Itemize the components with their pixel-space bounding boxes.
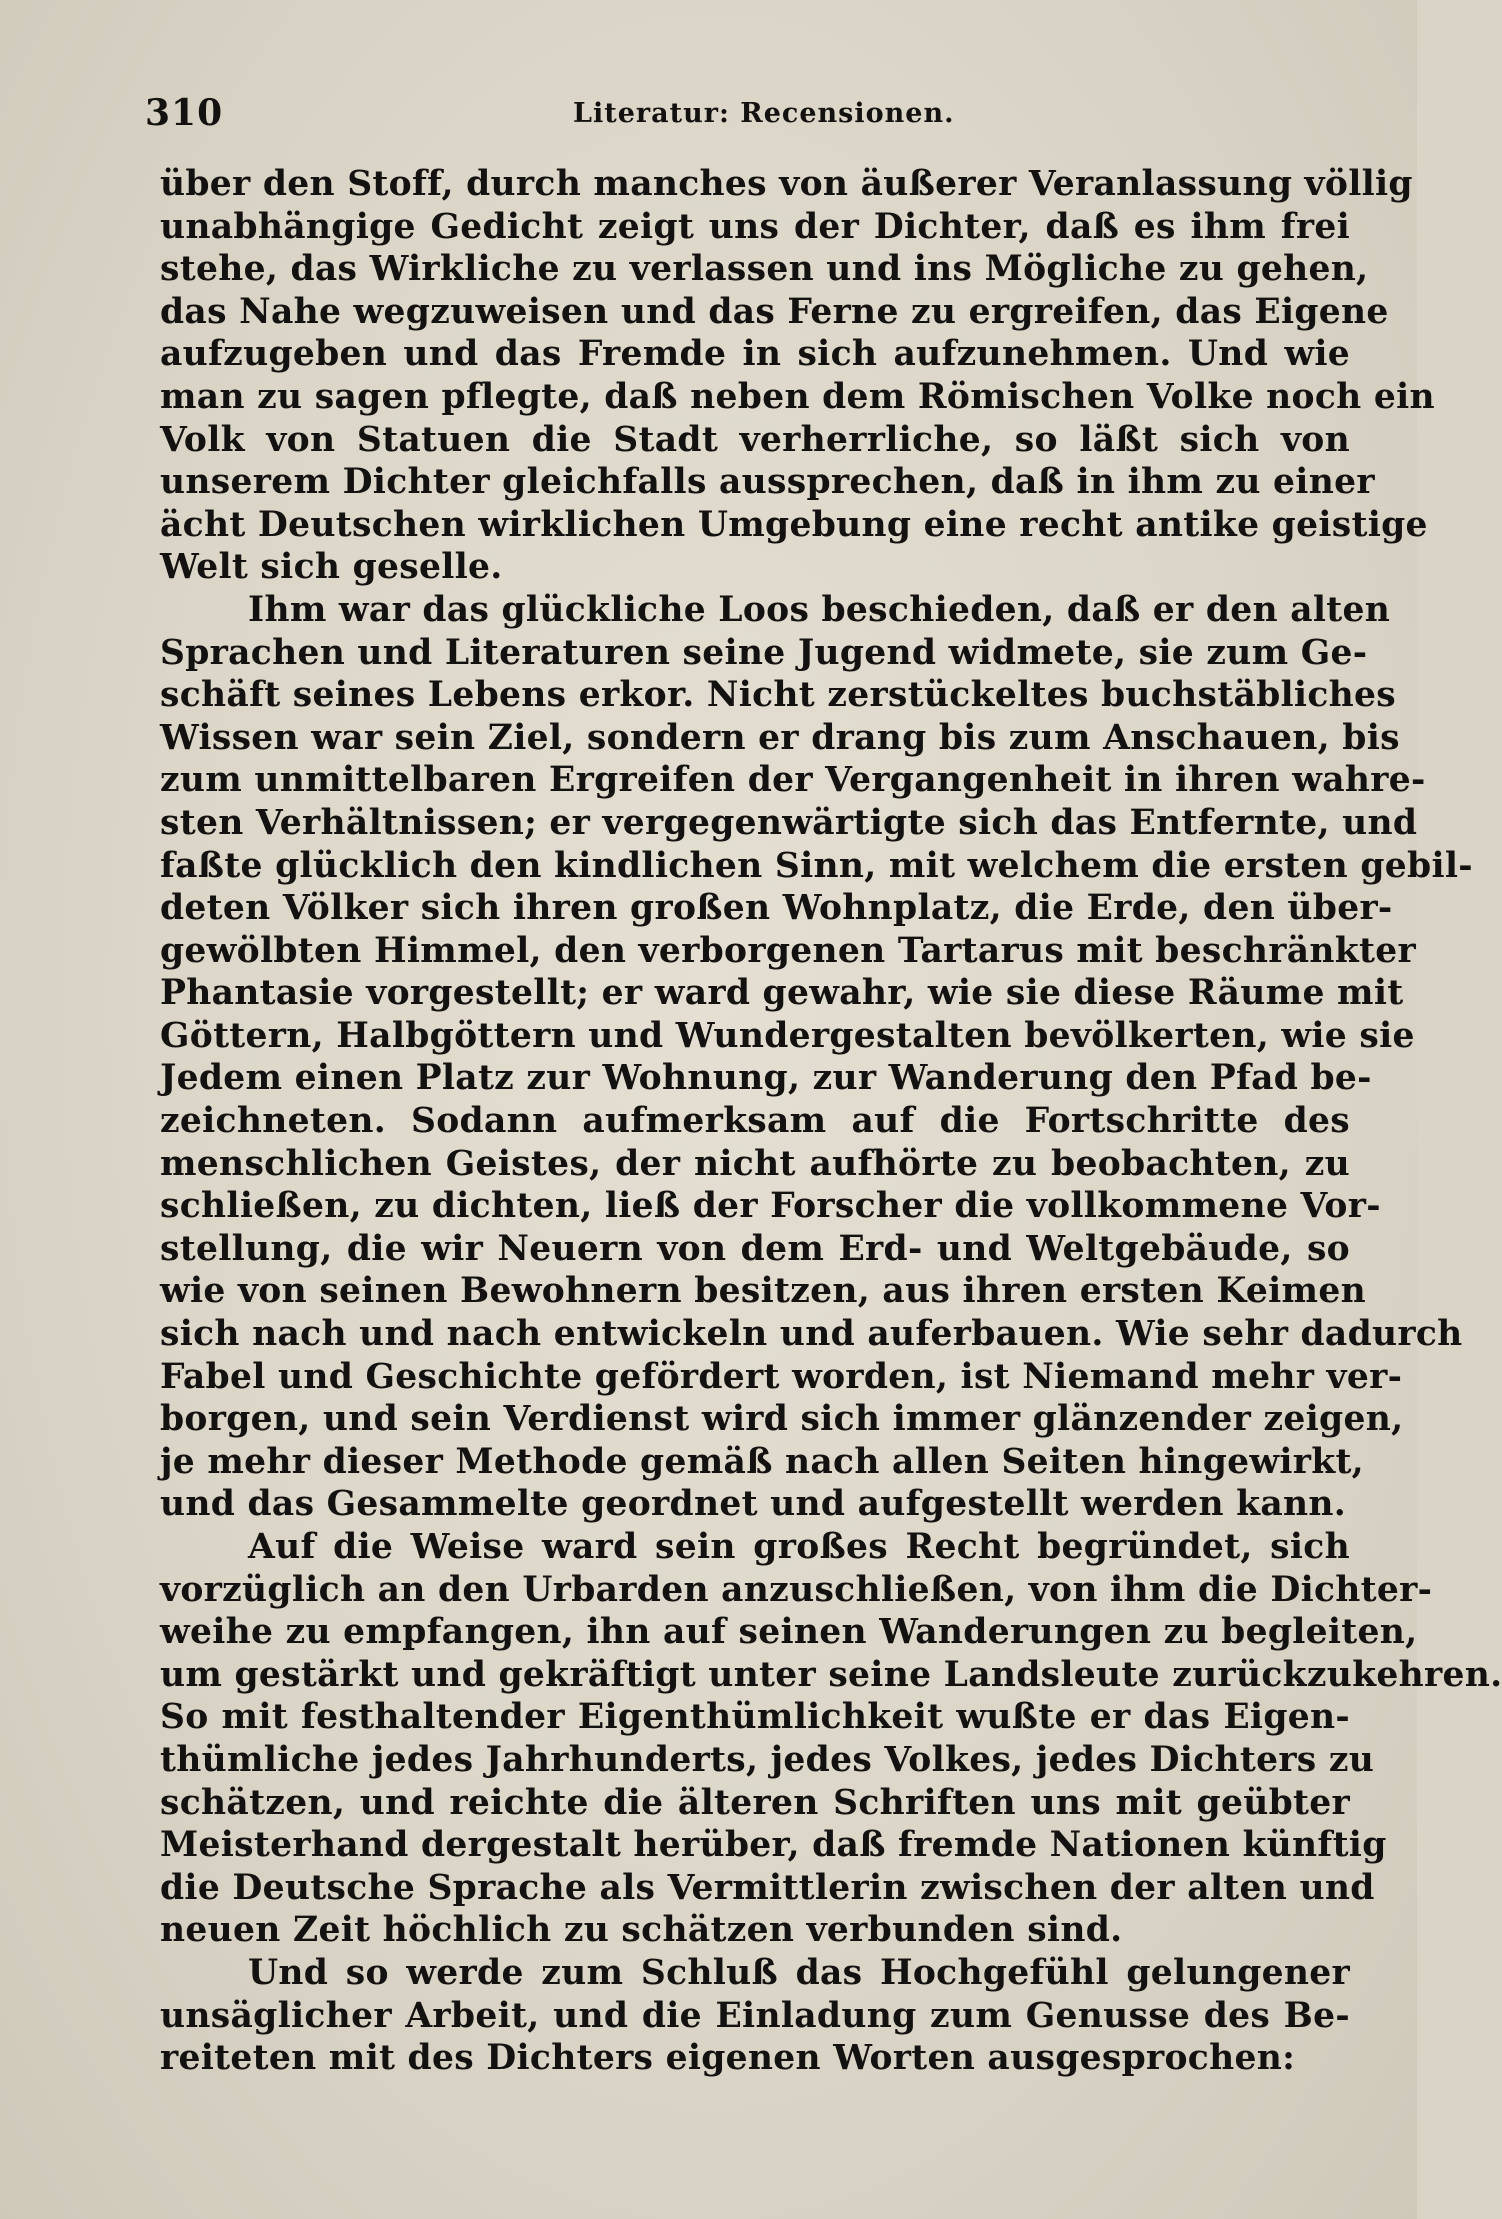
text-line: stehe, das Wirkliche zu verlassen und ins Mögliche zu gehen, [160,249,1369,290]
text-line: Volk von Statuen die Stadt verherrliche, so läßt sich von [160,419,1350,460]
text-line: unabhängige Gedicht zeigt uns der Dichter, daß es ihm frei [160,206,1350,247]
text-line: Meisterhand dergestalt herüber, daß fremde Nationen künftig [160,1825,1387,1866]
text-line: Phantasie vorgestellt; er ward gewahr, wie sie diese Räume mit [160,973,1404,1014]
paragraph-2 [160,589,1473,1526]
text-line: Ihm war das glückliche Loos beschieden, daß er den alten [248,589,1391,630]
text-line: schließen, zu dichten, ließ der Forscher die vollkommene Vor- [160,1186,1381,1227]
text-line: aufzugeben und das Fremde in sich aufzunehmen. Und wie [160,334,1350,375]
text-line: um gestärkt und gekräftigt unter seine Landsleute zurückzukehren. [160,1654,1502,1695]
text-line: zeichneten. Sodann aufmerksam auf die Fortschritte des [160,1101,1350,1142]
text-line: unsäglicher Arbeit, und die Einladung zum Genusse des Be- [160,1995,1350,2036]
text-line: reiteten mit des Dichters eigenen Worten ausgesprochen: [160,2038,1296,2079]
text-line: Fabel und Geschichte gefördert worden, ist Niemand mehr ver- [160,1356,1403,1397]
text-line: die Deutsche Sprache als Vermittlerin zwischen der alten und [160,1867,1375,1908]
text-line: borgen, und sein Verdienst wird sich immer glänzender zeigen, [160,1399,1404,1440]
text-line: Und so werde zum Schluß das Hochgefühl gelungener [248,1952,1350,1993]
page-number: 310 [145,92,224,134]
running-head [145,92,1355,142]
text-line: man zu sagen pflegte, daß neben dem Römischen Volke noch ein [160,376,1435,417]
text-line: sich nach und nach entwickeln und auferbauen. Wie sehr dadurch [160,1314,1463,1355]
text-line: Wissen war sein Ziel, sondern er drang bis zum Anschauen, bis [160,717,1400,758]
text-line: ächt Deutschen wirklichen Umgebung eine recht antike geistige [160,504,1428,545]
body-text [160,163,1502,2080]
text-line: schäft seines Lebens erkor. Nicht zerstückeltes buchstäbliches [160,675,1397,716]
text-line: faßte glücklich den kindlichen Sinn, mit welchem die ersten gebil- [160,845,1473,886]
text-line: je mehr dieser Methode gemäß nach allen Seiten hingewirkt, [160,1441,1364,1482]
text-line: Welt sich geselle. [160,547,503,588]
text-line: Göttern, Halbgöttern und Wundergestalten bevölkerten, wie sie [160,1015,1415,1056]
text-line: schätzen, und reichte die älteren Schriften uns mit geübter [160,1782,1350,1823]
text-line: neuen Zeit höchlich zu schätzen verbunden sind. [160,1910,1123,1951]
text-line: das Nahe wegzuweisen und das Ferne zu ergreifen, das Eigene [160,291,1389,332]
text-line: thümliche jedes Jahrhunderts, jedes Volkes, jedes Dichters zu [160,1739,1375,1780]
text-line: So mit festhaltender Eigenthümlichkeit wußte er das Eigen- [160,1697,1350,1738]
text-line: wie von seinen Bewohnern besitzen, aus ihren ersten Keimen [160,1271,1366,1312]
text-line: vorzüglich an den Urbarden anzuschließen, von ihm die Dichter- [160,1569,1433,1610]
text-line: gewölbten Himmel, den verborgenen Tartarus mit beschränkter [160,930,1416,971]
header-title: Literatur: Recensionen. [573,98,955,129]
text-line: weihe zu empfangen, ihn auf seinen Wanderungen zu begleiten, [160,1612,1418,1653]
paragraph-3 [160,1526,1502,1952]
text-line: über den Stoff, durch manches von äußerer Veranlassung völlig [160,164,1413,204]
text-line: stellung, die wir Neuern von dem Erd- und Weltgebäude, so [160,1228,1350,1269]
text-line: unserem Dichter gleichfalls aussprechen, daß in ihm zu einer [160,462,1375,503]
text-line: Auf die Weise ward sein großes Recht begründet, sich [248,1527,1350,1567]
text-line: und das Gesammelte geordnet und aufgestellt werden kann. [160,1484,1347,1525]
text-line: deten Völker sich ihren großen Wohnplatz, die Erde, den über- [160,888,1393,929]
text-line: Sprachen und Literaturen seine Jugend widmete, sie zum Ge- [160,632,1368,673]
text-line: sten Verhältnissen; er vergegenwärtigte sich das Entfernte, und [160,802,1418,843]
text-line: menschlichen Geistes, der nicht aufhörte zu beobachten, zu [160,1143,1350,1184]
paragraph-1 [160,163,1435,589]
text-line: Jedem einen Platz zur Wohnung, zur Wanderung den Pfad be- [160,1058,1372,1099]
text-line: zum unmittelbaren Ergreifen der Vergangenheit in ihren wahre- [160,760,1426,801]
paragraph-4 [160,1952,1350,2080]
